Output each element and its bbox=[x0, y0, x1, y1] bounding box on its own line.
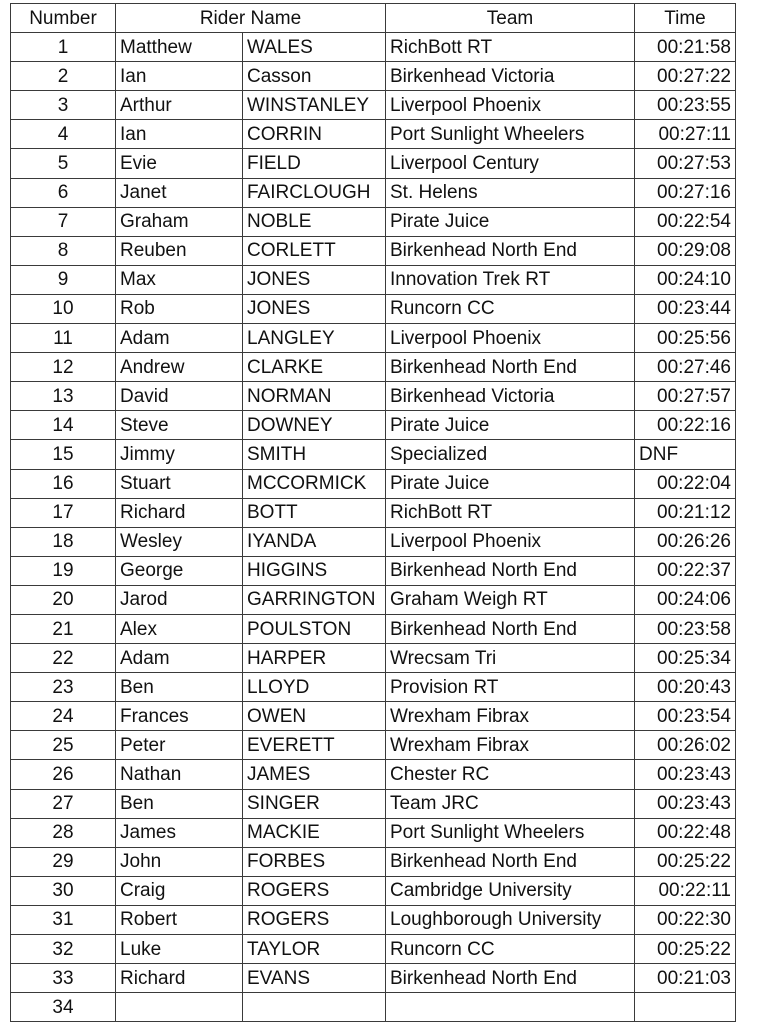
rider-team bbox=[386, 993, 635, 1022]
rider-last-name bbox=[243, 993, 386, 1022]
rider-time: 00:23:55 bbox=[635, 91, 736, 120]
table-row bbox=[11, 265, 736, 294]
rider-time: 00:25:56 bbox=[635, 324, 736, 353]
rider-first-name: Ian bbox=[116, 62, 243, 91]
rider-team: Birkenhead North End bbox=[386, 847, 635, 876]
table-row bbox=[11, 644, 736, 673]
table-row bbox=[11, 178, 736, 207]
rider-team: Loughborough University bbox=[386, 905, 635, 934]
rider-last-name: CORRIN bbox=[243, 120, 386, 149]
rider-first-name: Max bbox=[116, 265, 243, 294]
rider-last-name: LLOYD bbox=[243, 673, 386, 702]
rider-time: 00:22:48 bbox=[635, 818, 736, 847]
rider-last-name: NORMAN bbox=[243, 382, 386, 411]
rider-first-name: Ben bbox=[116, 673, 243, 702]
rider-time: 00:27:57 bbox=[635, 382, 736, 411]
table-row bbox=[11, 585, 736, 614]
rider-number: 25 bbox=[11, 731, 116, 760]
rider-time: 00:20:43 bbox=[635, 673, 736, 702]
rider-number: 18 bbox=[11, 527, 116, 556]
table-row bbox=[11, 527, 736, 556]
rider-first-name: George bbox=[116, 556, 243, 585]
table-row bbox=[11, 411, 736, 440]
rider-last-name: LANGLEY bbox=[243, 324, 386, 353]
rider-time: 00:27:11 bbox=[635, 120, 736, 149]
rider-number: 12 bbox=[11, 353, 116, 382]
rider-number: 6 bbox=[11, 178, 116, 207]
rider-time: 00:26:26 bbox=[635, 527, 736, 556]
rider-last-name: DOWNEY bbox=[243, 411, 386, 440]
rider-time: 00:25:22 bbox=[635, 935, 736, 964]
results-table bbox=[10, 3, 736, 1022]
header-row bbox=[11, 4, 736, 33]
rider-last-name: EVERETT bbox=[243, 731, 386, 760]
rider-time: 00:23:43 bbox=[635, 760, 736, 789]
rider-last-name: CORLETT bbox=[243, 236, 386, 265]
rider-time: 00:27:46 bbox=[635, 353, 736, 382]
rider-time: 00:24:10 bbox=[635, 265, 736, 294]
rider-first-name: Steve bbox=[116, 411, 243, 440]
rider-time: 00:21:12 bbox=[635, 498, 736, 527]
rider-first-name: Adam bbox=[116, 324, 243, 353]
table-row bbox=[11, 818, 736, 847]
rider-team: Birkenhead North End bbox=[386, 353, 635, 382]
rider-time: 00:22:11 bbox=[635, 876, 736, 905]
rider-number: 1 bbox=[11, 33, 116, 62]
rider-number: 21 bbox=[11, 614, 116, 643]
rider-first-name: Rob bbox=[116, 294, 243, 323]
rider-number: 29 bbox=[11, 847, 116, 876]
rider-number: 30 bbox=[11, 876, 116, 905]
rider-team: Runcorn CC bbox=[386, 294, 635, 323]
rider-last-name: JONES bbox=[243, 265, 386, 294]
rider-number: 14 bbox=[11, 411, 116, 440]
rider-team: Liverpool Century bbox=[386, 149, 635, 178]
rider-team: Pirate Juice bbox=[386, 411, 635, 440]
rider-first-name: James bbox=[116, 818, 243, 847]
rider-first-name: Ben bbox=[116, 789, 243, 818]
rider-time: 00:21:58 bbox=[635, 33, 736, 62]
table-row bbox=[11, 964, 736, 993]
rider-first-name: Luke bbox=[116, 935, 243, 964]
table-row bbox=[11, 207, 736, 236]
rider-first-name: Wesley bbox=[116, 527, 243, 556]
header-number: Number bbox=[11, 4, 116, 33]
table-row bbox=[11, 673, 736, 702]
rider-number: 15 bbox=[11, 440, 116, 469]
rider-first-name: Andrew bbox=[116, 353, 243, 382]
rider-number: 17 bbox=[11, 498, 116, 527]
rider-last-name: GARRINGTON bbox=[243, 585, 386, 614]
rider-last-name: TAYLOR bbox=[243, 935, 386, 964]
rider-number: 2 bbox=[11, 62, 116, 91]
rider-number: 23 bbox=[11, 673, 116, 702]
rider-time: 00:27:16 bbox=[635, 178, 736, 207]
rider-number: 11 bbox=[11, 324, 116, 353]
table-row bbox=[11, 120, 736, 149]
table-row bbox=[11, 789, 736, 818]
rider-time: 00:25:22 bbox=[635, 847, 736, 876]
rider-last-name: ROGERS bbox=[243, 905, 386, 934]
rider-last-name: CLARKE bbox=[243, 353, 386, 382]
table-row bbox=[11, 993, 736, 1022]
rider-team: Team JRC bbox=[386, 789, 635, 818]
rider-first-name: Adam bbox=[116, 644, 243, 673]
rider-number: 31 bbox=[11, 905, 116, 934]
table-row bbox=[11, 556, 736, 585]
rider-team: RichBott RT bbox=[386, 33, 635, 62]
table-row bbox=[11, 91, 736, 120]
rider-team: Wrecsam Tri bbox=[386, 644, 635, 673]
rider-time: 00:22:54 bbox=[635, 207, 736, 236]
rider-first-name: Janet bbox=[116, 178, 243, 207]
rider-last-name: JAMES bbox=[243, 760, 386, 789]
results-body bbox=[11, 33, 736, 1022]
rider-number: 28 bbox=[11, 818, 116, 847]
rider-team: Port Sunlight Wheelers bbox=[386, 120, 635, 149]
table-row bbox=[11, 469, 736, 498]
rider-team: Birkenhead North End bbox=[386, 236, 635, 265]
rider-team: Port Sunlight Wheelers bbox=[386, 818, 635, 847]
rider-team: Wrexham Fibrax bbox=[386, 702, 635, 731]
rider-last-name: FORBES bbox=[243, 847, 386, 876]
rider-number: 16 bbox=[11, 469, 116, 498]
rider-time: 00:22:16 bbox=[635, 411, 736, 440]
rider-team: Pirate Juice bbox=[386, 207, 635, 236]
rider-last-name: NOBLE bbox=[243, 207, 386, 236]
table-row bbox=[11, 294, 736, 323]
rider-first-name: Frances bbox=[116, 702, 243, 731]
header-time: Time bbox=[635, 4, 736, 33]
rider-team: Birkenhead North End bbox=[386, 556, 635, 585]
rider-time: 00:23:43 bbox=[635, 789, 736, 818]
rider-last-name: SMITH bbox=[243, 440, 386, 469]
rider-last-name: POULSTON bbox=[243, 614, 386, 643]
rider-team: RichBott RT bbox=[386, 498, 635, 527]
rider-time bbox=[635, 993, 736, 1022]
rider-time: 00:22:30 bbox=[635, 905, 736, 934]
rider-last-name: JONES bbox=[243, 294, 386, 323]
table-row bbox=[11, 760, 736, 789]
table-row bbox=[11, 62, 736, 91]
rider-last-name: IYANDA bbox=[243, 527, 386, 556]
rider-time: 00:24:06 bbox=[635, 585, 736, 614]
rider-team: Birkenhead Victoria bbox=[386, 62, 635, 91]
rider-first-name: Jarod bbox=[116, 585, 243, 614]
rider-number: 3 bbox=[11, 91, 116, 120]
rider-number: 7 bbox=[11, 207, 116, 236]
table-row bbox=[11, 353, 736, 382]
table-row bbox=[11, 614, 736, 643]
rider-time: 00:23:58 bbox=[635, 614, 736, 643]
table-row bbox=[11, 440, 736, 469]
table-row bbox=[11, 33, 736, 62]
rider-last-name: SINGER bbox=[243, 789, 386, 818]
rider-number: 4 bbox=[11, 120, 116, 149]
rider-number: 22 bbox=[11, 644, 116, 673]
rider-first-name: John bbox=[116, 847, 243, 876]
rider-last-name: OWEN bbox=[243, 702, 386, 731]
rider-number: 26 bbox=[11, 760, 116, 789]
rider-team: Birkenhead North End bbox=[386, 964, 635, 993]
rider-last-name: MCCORMICK bbox=[243, 469, 386, 498]
rider-number: 8 bbox=[11, 236, 116, 265]
rider-time: 00:27:53 bbox=[635, 149, 736, 178]
rider-time: 00:29:08 bbox=[635, 236, 736, 265]
rider-first-name: Ian bbox=[116, 120, 243, 149]
rider-first-name: Arthur bbox=[116, 91, 243, 120]
rider-first-name bbox=[116, 993, 243, 1022]
header-rider-name: Rider Name bbox=[116, 4, 386, 33]
rider-team: Specialized bbox=[386, 440, 635, 469]
rider-first-name: Craig bbox=[116, 876, 243, 905]
rider-first-name: Peter bbox=[116, 731, 243, 760]
rider-team: Liverpool Phoenix bbox=[386, 527, 635, 556]
rider-number: 27 bbox=[11, 789, 116, 818]
rider-number: 13 bbox=[11, 382, 116, 411]
table-row bbox=[11, 731, 736, 760]
rider-first-name: David bbox=[116, 382, 243, 411]
rider-first-name: Stuart bbox=[116, 469, 243, 498]
table-row bbox=[11, 876, 736, 905]
table-row bbox=[11, 498, 736, 527]
rider-time: 00:22:37 bbox=[635, 556, 736, 585]
rider-team: Runcorn CC bbox=[386, 935, 635, 964]
rider-first-name: Matthew bbox=[116, 33, 243, 62]
rider-number: 5 bbox=[11, 149, 116, 178]
rider-time: 00:22:04 bbox=[635, 469, 736, 498]
rider-time: 00:26:02 bbox=[635, 731, 736, 760]
rider-team: Liverpool Phoenix bbox=[386, 91, 635, 120]
rider-number: 24 bbox=[11, 702, 116, 731]
rider-time: 00:23:54 bbox=[635, 702, 736, 731]
rider-last-name: EVANS bbox=[243, 964, 386, 993]
rider-team: Graham Weigh RT bbox=[386, 585, 635, 614]
rider-team: Cambridge University bbox=[386, 876, 635, 905]
rider-first-name: Richard bbox=[116, 498, 243, 527]
rider-last-name: ROGERS bbox=[243, 876, 386, 905]
rider-first-name: Alex bbox=[116, 614, 243, 643]
rider-team: Provision RT bbox=[386, 673, 635, 702]
table-row bbox=[11, 324, 736, 353]
rider-time: 00:27:22 bbox=[635, 62, 736, 91]
table-row bbox=[11, 149, 736, 178]
rider-number: 10 bbox=[11, 294, 116, 323]
rider-time: 00:25:34 bbox=[635, 644, 736, 673]
rider-first-name: Jimmy bbox=[116, 440, 243, 469]
rider-first-name: Nathan bbox=[116, 760, 243, 789]
rider-last-name: FAIRCLOUGH bbox=[243, 178, 386, 207]
rider-team: Pirate Juice bbox=[386, 469, 635, 498]
rider-team: Birkenhead Victoria bbox=[386, 382, 635, 411]
rider-team: St. Helens bbox=[386, 178, 635, 207]
rider-first-name: Richard bbox=[116, 964, 243, 993]
rider-number: 33 bbox=[11, 964, 116, 993]
rider-time: 00:21:03 bbox=[635, 964, 736, 993]
rider-last-name: HIGGINS bbox=[243, 556, 386, 585]
rider-first-name: Robert bbox=[116, 905, 243, 934]
table-row bbox=[11, 382, 736, 411]
rider-team: Chester RC bbox=[386, 760, 635, 789]
rider-team: Birkenhead North End bbox=[386, 614, 635, 643]
rider-first-name: Evie bbox=[116, 149, 243, 178]
table-row bbox=[11, 702, 736, 731]
rider-last-name: HARPER bbox=[243, 644, 386, 673]
rider-number: 19 bbox=[11, 556, 116, 585]
rider-last-name: MACKIE bbox=[243, 818, 386, 847]
table-row bbox=[11, 905, 736, 934]
rider-number: 9 bbox=[11, 265, 116, 294]
rider-first-name: Graham bbox=[116, 207, 243, 236]
table-row bbox=[11, 847, 736, 876]
rider-team: Innovation Trek RT bbox=[386, 265, 635, 294]
rider-time: 00:23:44 bbox=[635, 294, 736, 323]
header-team: Team bbox=[386, 4, 635, 33]
rider-time: DNF bbox=[635, 440, 736, 469]
rider-last-name: BOTT bbox=[243, 498, 386, 527]
rider-number: 32 bbox=[11, 935, 116, 964]
rider-number: 34 bbox=[11, 993, 116, 1022]
rider-last-name: WALES bbox=[243, 33, 386, 62]
rider-last-name: FIELD bbox=[243, 149, 386, 178]
table-row bbox=[11, 236, 736, 265]
table-row bbox=[11, 935, 736, 964]
rider-first-name: Reuben bbox=[116, 236, 243, 265]
rider-last-name: Casson bbox=[243, 62, 386, 91]
rider-team: Wrexham Fibrax bbox=[386, 731, 635, 760]
rider-team: Liverpool Phoenix bbox=[386, 324, 635, 353]
rider-number: 20 bbox=[11, 585, 116, 614]
rider-last-name: WINSTANLEY bbox=[243, 91, 386, 120]
